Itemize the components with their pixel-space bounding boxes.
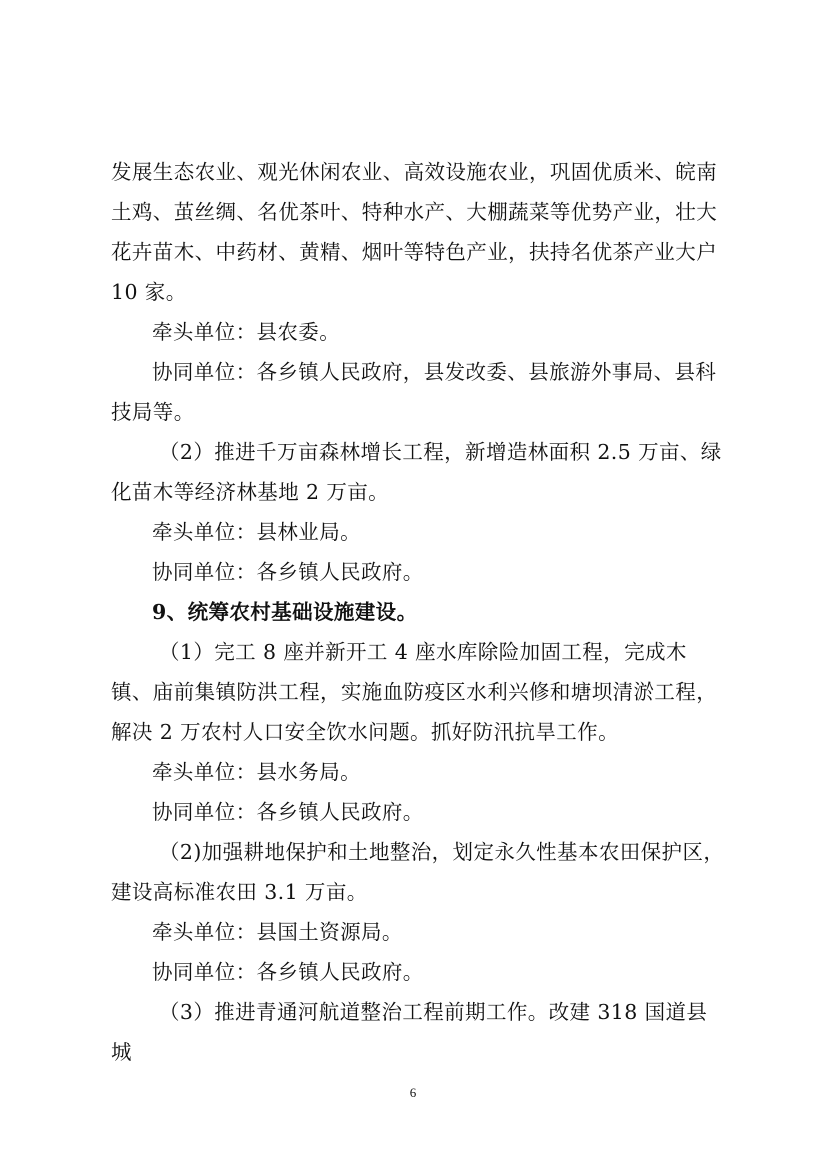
- paragraph-forest-growth: （2）推进千万亩森林增长工程，新增造林面积 2.5 万亩、绿化苗木等经济林基地 2 万亩。: [111, 440, 722, 504]
- paragraph-lead-unit-agriculture: 牵头单位：县农委。: [152, 320, 341, 344]
- paragraph-agriculture-industries: 发展生态农业、观光休闲农业、高效设施农业，巩固优质米、皖南土鸡、茧丝绸、名优茶叶、特种水产、大棚蔬菜等优势产业，壮大花卉苗木、中药材、黄精、烟叶等特色产业，扶持名优茶产业大户 10 家。: [111, 160, 718, 304]
- paragraph-water-projects: （1）完工 8 座并新开工 4 座水库除险加固工程，完成木镇、庙前集镇防洪工程，实施血防疫区水利兴修和塘坝清淤工程，解决 2 万农村人口安全饮水问题。抓好防汛抗旱工作。: [111, 640, 718, 744]
- section-heading-rural-infrastructure: 9、统筹农村基础设施建设。: [152, 600, 418, 624]
- paragraph-lead-unit-forestry: 牵头单位：县林业局。: [152, 520, 361, 544]
- paragraph-coop-units-water: 协同单位：各乡镇人民政府。: [152, 800, 424, 824]
- page-number: 6: [409, 1085, 417, 1100]
- paragraph-lead-unit-land: 牵头单位：县国土资源局。: [152, 920, 403, 944]
- paragraph-coop-units-agriculture: 协同单位：各乡镇人民政府，县发改委、县旅游外事局、县科技局等。: [111, 360, 717, 424]
- paragraph-waterway-project: （3）推进青通河航道整治工程前期工作。改建 318 国道县城: [111, 1000, 708, 1064]
- paragraph-lead-unit-water: 牵头单位：县水务局。: [152, 760, 361, 784]
- paragraph-coop-units-land: 协同单位：各乡镇人民政府。: [152, 960, 424, 984]
- paragraph-farmland-protection: （2)加强耕地保护和土地整治，划定永久性基本农田保护区，建设高标准农田 3.1 万亩。: [111, 840, 725, 904]
- paragraph-coop-units-forestry: 协同单位：各乡镇人民政府。: [152, 560, 424, 584]
